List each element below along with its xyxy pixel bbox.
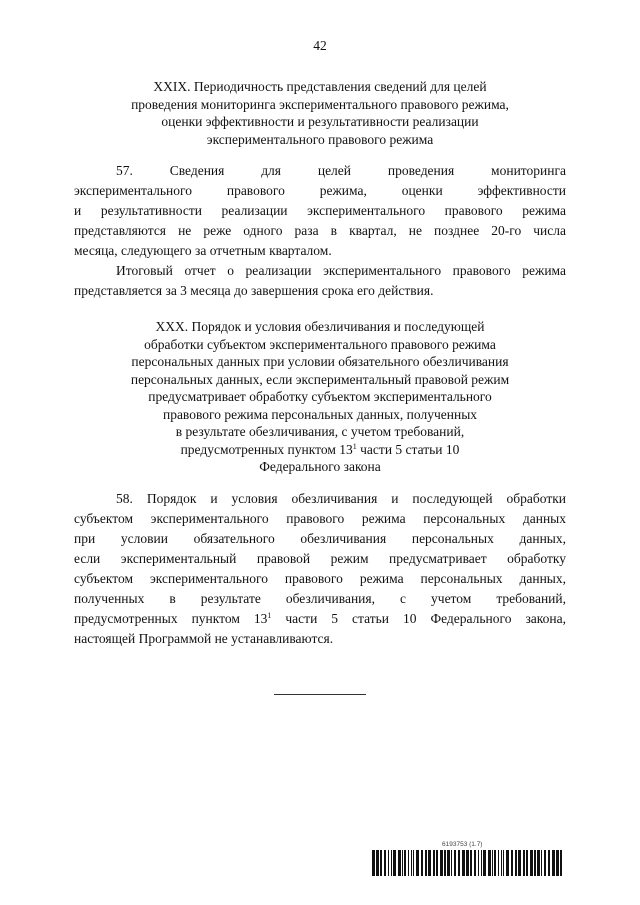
paragraph-line: если экспериментальный правовой режим предусматривает обработку: [74, 551, 566, 566]
barcode-icon: [372, 850, 564, 876]
final-report-paragraph: [74, 261, 566, 301]
page-number: 42: [313, 38, 327, 53]
paragraph-line: субъектом экспериментального правового режима персональных данных: [74, 511, 566, 526]
heading-line: экспериментального правового режима: [206, 131, 434, 147]
heading-line: XXX. Порядок и условия обезличивания и последующей: [155, 319, 485, 334]
ref-superscript: 1: [267, 611, 272, 620]
heading-line: [74, 441, 566, 459]
paragraph-line: экспериментального правового режима, оценки эффективности: [74, 183, 566, 198]
paragraph-line: настоящей Программой не устанавливаются.: [74, 631, 334, 646]
document-code: 6193753 (1.7): [442, 841, 483, 848]
paragraph-line: месяца, следующего за отчетным кварталом.: [74, 243, 332, 258]
paragraph-line: Итоговый отчет о реализации экспериментального правового режима: [116, 263, 566, 278]
heading-line: в результате обезличивания, с учетом требований,: [175, 424, 465, 439]
heading-line: персональных данных, если экспериментальный правовой режим: [130, 371, 510, 387]
item-58-paragraph: [74, 489, 566, 649]
heading-line: правового режима персональных данных, полученных: [162, 406, 478, 422]
ref-text: части 5 статьи 10: [356, 441, 460, 457]
ref-text: части 5 статьи 10 Федерального закона,: [271, 611, 566, 626]
section-xxix-heading: [74, 78, 566, 148]
heading-line: XXIX. Периодичность представления сведений для целей: [153, 79, 487, 94]
paragraph-line: [74, 609, 566, 629]
heading-line: обработки субъектом экспериментального правового режима: [144, 336, 496, 352]
paragraph-line: и результативности реализации экспериментального правового режима: [74, 203, 566, 218]
heading-line: оценки эффективности и результативности реализации: [161, 114, 479, 129]
paragraph-line: 57. Сведения для целей проведения мониторинга: [116, 163, 566, 178]
paragraph-line: полученных в результате обезличивания, с учетом требований,: [74, 591, 566, 606]
paragraph-line: представляются не реже одного раза в квартал, не позднее 20-го числа: [74, 223, 566, 238]
heading-line: персональных данных при условии обязательного обезличивания: [131, 354, 509, 369]
section-xxx-heading: [74, 318, 566, 476]
paragraph-line: субъектом экспериментального правового режима персональных данных,: [74, 571, 566, 586]
paragraph-line: 58. Порядок и условия обезличивания и последующей обработки: [116, 491, 566, 506]
heading-line: Федерального закона: [259, 459, 381, 474]
heading-line: предусматривает обработку субъектом экспериментального: [148, 389, 492, 404]
ref-text: предусмотренных пунктом 13: [180, 441, 353, 457]
ref-text: предусмотренных пунктом 13: [74, 611, 268, 626]
item-57-paragraph: [74, 161, 566, 261]
paragraph-line: при условии обязательного обезличивания персональных данных,: [74, 531, 566, 546]
separator-line: [274, 694, 366, 695]
paragraph-line: представляется за 3 месяца до завершения срока его действия.: [74, 283, 434, 298]
ref-superscript: 1: [352, 441, 357, 451]
heading-line: проведения мониторинга экспериментального правового режима,: [131, 96, 509, 112]
